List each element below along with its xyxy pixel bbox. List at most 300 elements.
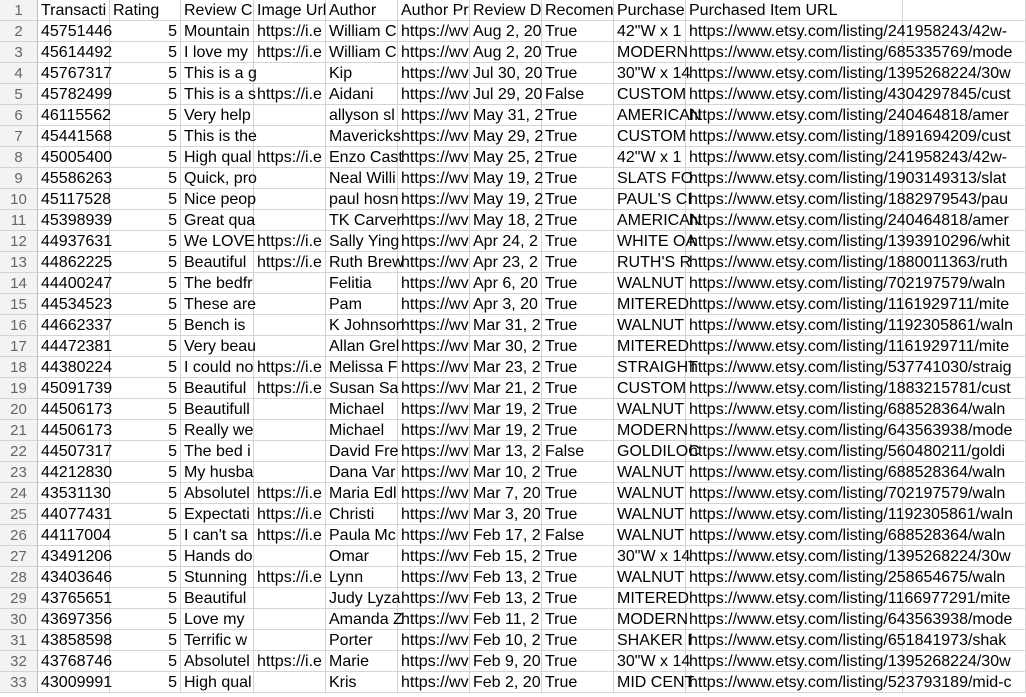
table-cell[interactable]: https://wv [398, 546, 470, 567]
table-cell[interactable]: Paula Mc [326, 525, 398, 546]
table-cell[interactable]: Ruth Brew [326, 252, 398, 273]
table-cell[interactable]: True [542, 189, 614, 210]
table-cell[interactable]: True [542, 672, 614, 693]
table-cell[interactable] [903, 252, 1026, 273]
row-number[interactable]: 11 [0, 210, 38, 231]
table-cell[interactable]: https://wv [398, 252, 470, 273]
table-cell[interactable]: 45586263 [38, 168, 110, 189]
table-cell[interactable]: 5 [110, 378, 181, 399]
column-header[interactable] [903, 0, 1026, 21]
table-cell[interactable]: https://www.etsy.com/listing/1395268224/30w [686, 63, 903, 84]
row-number[interactable]: 9 [0, 168, 38, 189]
table-cell[interactable]: True [542, 357, 614, 378]
table-cell[interactable]: Michael [326, 399, 398, 420]
table-cell[interactable]: Christi [326, 504, 398, 525]
table-cell[interactable]: True [542, 252, 614, 273]
table-cell[interactable]: Feb 13, 2 [470, 567, 542, 588]
table-cell[interactable]: CUSTOM [614, 378, 686, 399]
table-cell[interactable] [254, 609, 326, 630]
table-cell[interactable]: 5 [110, 609, 181, 630]
table-cell[interactable]: Judy Lyza [326, 588, 398, 609]
table-cell[interactable] [903, 168, 1026, 189]
column-header[interactable]: Image Url [254, 0, 326, 21]
table-cell[interactable]: https://i.e [254, 84, 326, 105]
table-cell[interactable] [903, 588, 1026, 609]
table-cell[interactable]: https://www.etsy.com/listing/688528364/waln [686, 462, 903, 483]
table-cell[interactable]: 44212830 [38, 462, 110, 483]
table-cell[interactable]: May 25, 2 [470, 147, 542, 168]
table-cell[interactable]: https://i.e [254, 378, 326, 399]
table-cell[interactable]: https://www.etsy.com/listing/688528364/waln [686, 399, 903, 420]
table-cell[interactable]: 5 [110, 84, 181, 105]
table-cell[interactable]: https://www.etsy.com/listing/1393910296/whit [686, 231, 903, 252]
table-cell[interactable]: https://www.etsy.com/listing/1192305861/waln [686, 315, 903, 336]
table-cell[interactable]: True [542, 210, 614, 231]
table-cell[interactable]: True [542, 630, 614, 651]
table-cell[interactable]: Porter [326, 630, 398, 651]
table-cell[interactable]: https://wv [398, 294, 470, 315]
table-cell[interactable]: Beautifull [181, 399, 254, 420]
table-cell[interactable]: https://wv [398, 462, 470, 483]
table-cell[interactable]: https://wv [398, 672, 470, 693]
row-number[interactable]: 24 [0, 483, 38, 504]
table-cell[interactable]: https://www.etsy.com/listing/1161929711/mite [686, 294, 903, 315]
table-cell[interactable]: https://wv [398, 315, 470, 336]
table-cell[interactable]: May 19, 2 [470, 189, 542, 210]
table-cell[interactable] [254, 420, 326, 441]
table-cell[interactable] [254, 441, 326, 462]
row-number[interactable]: 4 [0, 63, 38, 84]
table-cell[interactable]: Really we [181, 420, 254, 441]
table-cell[interactable]: Beautiful [181, 378, 254, 399]
table-cell[interactable]: Marie [326, 651, 398, 672]
table-cell[interactable]: Great qua [181, 210, 254, 231]
table-cell[interactable]: Mar 30, 2 [470, 336, 542, 357]
table-cell[interactable]: https://www.etsy.com/listing/685335769/mode [686, 42, 903, 63]
table-cell[interactable]: https://www.etsy.com/listing/1166977291/mite [686, 588, 903, 609]
row-number[interactable]: 17 [0, 336, 38, 357]
table-cell[interactable]: 5 [110, 63, 181, 84]
table-cell[interactable]: Lynn [326, 567, 398, 588]
table-cell[interactable]: WALNUT [614, 315, 686, 336]
table-cell[interactable]: I love my [181, 42, 254, 63]
table-cell[interactable]: https://wv [398, 357, 470, 378]
table-cell[interactable]: True [542, 483, 614, 504]
row-number[interactable]: 2 [0, 21, 38, 42]
table-cell[interactable]: Beautiful [181, 588, 254, 609]
table-cell[interactable] [254, 336, 326, 357]
table-cell[interactable]: https://www.etsy.com/listing/1883215781/cust [686, 378, 903, 399]
table-cell[interactable]: 5 [110, 252, 181, 273]
table-cell[interactable]: True [542, 42, 614, 63]
table-cell[interactable]: allyson sl [326, 105, 398, 126]
table-cell[interactable]: https://wv [398, 63, 470, 84]
table-cell[interactable]: Beautiful [181, 252, 254, 273]
column-header[interactable]: Review D [470, 0, 542, 21]
table-cell[interactable] [903, 294, 1026, 315]
table-cell[interactable]: Love my [181, 609, 254, 630]
row-number[interactable]: 15 [0, 294, 38, 315]
table-cell[interactable] [903, 546, 1026, 567]
table-cell[interactable] [903, 210, 1026, 231]
table-cell[interactable]: May 29, 2 [470, 126, 542, 147]
table-cell[interactable]: https://i.e [254, 651, 326, 672]
table-cell[interactable]: 43009991 [38, 672, 110, 693]
table-cell[interactable]: https://i.e [254, 42, 326, 63]
table-cell[interactable] [903, 21, 1026, 42]
row-number[interactable]: 29 [0, 588, 38, 609]
table-cell[interactable] [903, 609, 1026, 630]
column-header[interactable]: Author Pr [398, 0, 470, 21]
table-cell[interactable] [903, 462, 1026, 483]
table-cell[interactable]: High qual [181, 147, 254, 168]
table-cell[interactable]: https://wv [398, 231, 470, 252]
table-cell[interactable]: https://i.e [254, 525, 326, 546]
table-cell[interactable]: Apr 6, 20 [470, 273, 542, 294]
table-cell[interactable]: 44506173 [38, 399, 110, 420]
table-cell[interactable]: 5 [110, 588, 181, 609]
table-cell[interactable]: https://www.etsy.com/listing/688528364/waln [686, 525, 903, 546]
table-cell[interactable]: 45005400 [38, 147, 110, 168]
table-cell[interactable]: https://www.etsy.com/listing/241958243/42w- [686, 147, 903, 168]
table-cell[interactable]: True [542, 126, 614, 147]
row-number[interactable]: 20 [0, 399, 38, 420]
table-cell[interactable]: 43531130 [38, 483, 110, 504]
table-cell[interactable]: True [542, 336, 614, 357]
table-cell[interactable]: Aug 2, 20 [470, 21, 542, 42]
table-cell[interactable]: https://i.e [254, 252, 326, 273]
table-cell[interactable]: WHITE OA [614, 231, 686, 252]
table-cell[interactable]: 5 [110, 672, 181, 693]
column-header[interactable]: Recomen [542, 0, 614, 21]
table-cell[interactable]: 5 [110, 420, 181, 441]
column-header[interactable]: Author [326, 0, 398, 21]
table-cell[interactable]: True [542, 378, 614, 399]
table-cell[interactable]: https://www.etsy.com/listing/1882979543/pau [686, 189, 903, 210]
table-cell[interactable]: 43403646 [38, 567, 110, 588]
row-number[interactable]: 25 [0, 504, 38, 525]
table-cell[interactable]: Quick, pro [181, 168, 254, 189]
table-cell[interactable]: 30"W x 14 [614, 546, 686, 567]
column-header[interactable]: Review C [181, 0, 254, 21]
table-cell[interactable]: WALNUT [614, 399, 686, 420]
table-cell[interactable]: 43491206 [38, 546, 110, 567]
table-cell[interactable]: 44937631 [38, 231, 110, 252]
table-cell[interactable]: https://www.etsy.com/listing/258654675/waln [686, 567, 903, 588]
table-cell[interactable]: 45751446 [38, 21, 110, 42]
table-cell[interactable]: 5 [110, 399, 181, 420]
table-cell[interactable]: This is a g [181, 63, 254, 84]
table-cell[interactable]: Mar 19, 2 [470, 399, 542, 420]
table-cell[interactable]: https://www.etsy.com/listing/702197579/waln [686, 483, 903, 504]
table-cell[interactable] [254, 630, 326, 651]
table-cell[interactable]: 5 [110, 504, 181, 525]
table-cell[interactable]: 45767317 [38, 63, 110, 84]
table-cell[interactable] [903, 273, 1026, 294]
row-number[interactable]: 31 [0, 630, 38, 651]
table-cell[interactable]: 5 [110, 546, 181, 567]
table-cell[interactable] [903, 147, 1026, 168]
table-cell[interactable]: Sally Ying [326, 231, 398, 252]
table-cell[interactable]: https://wv [398, 588, 470, 609]
table-cell[interactable]: 5 [110, 630, 181, 651]
row-number[interactable]: 26 [0, 525, 38, 546]
table-cell[interactable] [903, 315, 1026, 336]
table-cell[interactable]: True [542, 168, 614, 189]
table-cell[interactable]: 5 [110, 126, 181, 147]
table-cell[interactable]: True [542, 504, 614, 525]
table-cell[interactable]: William C [326, 42, 398, 63]
row-number[interactable]: 32 [0, 651, 38, 672]
table-cell[interactable]: https://wv [398, 651, 470, 672]
table-cell[interactable]: https://i.e [254, 21, 326, 42]
table-cell[interactable] [903, 105, 1026, 126]
row-number[interactable]: 5 [0, 84, 38, 105]
table-cell[interactable]: Feb 15, 2 [470, 546, 542, 567]
table-cell[interactable]: 5 [110, 273, 181, 294]
row-number[interactable]: 12 [0, 231, 38, 252]
table-cell[interactable]: Hands do [181, 546, 254, 567]
table-cell[interactable]: Mar 3, 20 [470, 504, 542, 525]
table-cell[interactable]: 5 [110, 315, 181, 336]
table-cell[interactable] [903, 189, 1026, 210]
table-cell[interactable]: 5 [110, 357, 181, 378]
table-cell[interactable]: William C [326, 21, 398, 42]
table-cell[interactable]: https://www.etsy.com/listing/1161929711/mite [686, 336, 903, 357]
table-cell[interactable]: Jul 30, 20 [470, 63, 542, 84]
column-header[interactable]: Purchase [614, 0, 686, 21]
table-cell[interactable]: WALNUT [614, 504, 686, 525]
table-cell[interactable]: 5 [110, 42, 181, 63]
table-cell[interactable]: WALNUT [614, 462, 686, 483]
table-cell[interactable]: May 18, 2 [470, 210, 542, 231]
table-cell[interactable] [254, 63, 326, 84]
table-cell[interactable]: Amanda Z [326, 609, 398, 630]
table-cell[interactable]: True [542, 105, 614, 126]
column-header[interactable]: Transacti [38, 0, 110, 21]
table-cell[interactable]: https://i.e [254, 231, 326, 252]
table-cell[interactable]: May 19, 2 [470, 168, 542, 189]
table-cell[interactable]: https://www.etsy.com/listing/240464818/amer [686, 210, 903, 231]
column-header[interactable]: Rating [110, 0, 181, 21]
table-cell[interactable]: Apr 3, 20 [470, 294, 542, 315]
table-cell[interactable]: 43858598 [38, 630, 110, 651]
table-cell[interactable]: Kris [326, 672, 398, 693]
table-cell[interactable]: Mar 10, 2 [470, 462, 542, 483]
table-cell[interactable]: https://wv [398, 609, 470, 630]
table-cell[interactable]: True [542, 273, 614, 294]
row-number[interactable]: 14 [0, 273, 38, 294]
table-cell[interactable]: https://www.etsy.com/listing/4304297845/cust [686, 84, 903, 105]
table-cell[interactable]: 5 [110, 147, 181, 168]
table-cell[interactable]: https://wv [398, 105, 470, 126]
table-cell[interactable] [254, 294, 326, 315]
table-cell[interactable]: 45117528 [38, 189, 110, 210]
row-number[interactable]: 22 [0, 441, 38, 462]
table-cell[interactable]: https://wv [398, 210, 470, 231]
table-cell[interactable]: 5 [110, 336, 181, 357]
table-cell[interactable]: False [542, 441, 614, 462]
table-cell[interactable]: https://wv [398, 483, 470, 504]
table-cell[interactable]: https://www.etsy.com/listing/1395268224/30w [686, 651, 903, 672]
row-number[interactable]: 27 [0, 546, 38, 567]
row-number[interactable]: 3 [0, 42, 38, 63]
table-cell[interactable]: Terrific w [181, 630, 254, 651]
table-cell[interactable]: WALNUT [614, 273, 686, 294]
table-cell[interactable]: 45091739 [38, 378, 110, 399]
table-cell[interactable] [254, 189, 326, 210]
table-cell[interactable]: https://www.etsy.com/listing/240464818/amer [686, 105, 903, 126]
row-number[interactable]: 8 [0, 147, 38, 168]
table-cell[interactable]: 30"W x 14 [614, 63, 686, 84]
table-cell[interactable]: 43768746 [38, 651, 110, 672]
table-cell[interactable]: The bed i [181, 441, 254, 462]
table-cell[interactable]: https://www.etsy.com/listing/1903149313/slat [686, 168, 903, 189]
table-cell[interactable] [903, 630, 1026, 651]
table-cell[interactable]: Aug 2, 20 [470, 42, 542, 63]
table-cell[interactable]: The bedfr [181, 273, 254, 294]
table-cell[interactable]: 44472381 [38, 336, 110, 357]
row-number[interactable]: 30 [0, 609, 38, 630]
table-cell[interactable]: https://wv [398, 126, 470, 147]
table-cell[interactable]: Apr 23, 2 [470, 252, 542, 273]
table-cell[interactable]: Nice peop [181, 189, 254, 210]
row-number[interactable]: 21 [0, 420, 38, 441]
row-number[interactable]: 6 [0, 105, 38, 126]
table-cell[interactable]: 5 [110, 21, 181, 42]
table-cell[interactable]: True [542, 546, 614, 567]
table-cell[interactable]: https://wv [398, 567, 470, 588]
table-cell[interactable]: Aidani [326, 84, 398, 105]
table-cell[interactable]: True [542, 609, 614, 630]
table-cell[interactable] [903, 651, 1026, 672]
table-cell[interactable]: https://wv [398, 168, 470, 189]
table-cell[interactable]: 44400247 [38, 273, 110, 294]
table-cell[interactable]: Bench is [181, 315, 254, 336]
table-cell[interactable]: This is a s [181, 84, 254, 105]
table-cell[interactable]: 43697356 [38, 609, 110, 630]
table-cell[interactable] [254, 126, 326, 147]
table-cell[interactable]: Michael [326, 420, 398, 441]
table-cell[interactable]: https://wv [398, 273, 470, 294]
table-cell[interactable]: Kip [326, 63, 398, 84]
table-cell[interactable]: https://wv [398, 378, 470, 399]
table-cell[interactable] [903, 231, 1026, 252]
table-cell[interactable]: Absolutel [181, 483, 254, 504]
table-cell[interactable]: MITERED [614, 336, 686, 357]
table-cell[interactable]: Mar 23, 2 [470, 357, 542, 378]
table-cell[interactable]: Feb 13, 2 [470, 588, 542, 609]
table-cell[interactable]: True [542, 315, 614, 336]
table-cell[interactable]: These are [181, 294, 254, 315]
table-cell[interactable]: True [542, 462, 614, 483]
table-cell[interactable]: https://wv [398, 630, 470, 651]
table-cell[interactable]: Enzo Cast [326, 147, 398, 168]
table-cell[interactable]: 45441568 [38, 126, 110, 147]
table-cell[interactable]: https://i.e [254, 357, 326, 378]
table-cell[interactable] [254, 546, 326, 567]
table-cell[interactable]: Feb 9, 20 [470, 651, 542, 672]
row-number[interactable]: 19 [0, 378, 38, 399]
table-cell[interactable]: MID CENT [614, 672, 686, 693]
table-cell[interactable]: Apr 24, 2 [470, 231, 542, 252]
row-number[interactable]: 16 [0, 315, 38, 336]
table-cell[interactable]: 44662337 [38, 315, 110, 336]
table-cell[interactable]: STRAIGHT [614, 357, 686, 378]
table-cell[interactable] [903, 567, 1026, 588]
table-cell[interactable]: https://wv [398, 504, 470, 525]
table-cell[interactable]: Mar 21, 2 [470, 378, 542, 399]
table-cell[interactable]: True [542, 399, 614, 420]
table-cell[interactable]: 45614492 [38, 42, 110, 63]
table-cell[interactable] [903, 483, 1026, 504]
table-cell[interactable]: 44117004 [38, 525, 110, 546]
table-cell[interactable]: https://wv [398, 525, 470, 546]
table-cell[interactable]: MODERN [614, 42, 686, 63]
table-cell[interactable]: WALNUT [614, 567, 686, 588]
table-cell[interactable]: Omar [326, 546, 398, 567]
table-cell[interactable]: MODERN [614, 420, 686, 441]
table-cell[interactable]: 44534523 [38, 294, 110, 315]
column-header[interactable]: Purchased Item URL [686, 0, 903, 21]
table-cell[interactable]: https://i.e [254, 483, 326, 504]
table-cell[interactable]: Absolutel [181, 651, 254, 672]
table-cell[interactable]: https://i.e [254, 567, 326, 588]
table-cell[interactable]: https://wv [398, 21, 470, 42]
table-cell[interactable]: May 31, 2 [470, 105, 542, 126]
table-cell[interactable] [903, 672, 1026, 693]
table-cell[interactable]: True [542, 420, 614, 441]
table-cell[interactable]: Feb 2, 20 [470, 672, 542, 693]
table-cell[interactable]: Mountain [181, 21, 254, 42]
table-cell[interactable]: 44077431 [38, 504, 110, 525]
table-cell[interactable]: 44380224 [38, 357, 110, 378]
table-cell[interactable]: https://wv [398, 147, 470, 168]
table-cell[interactable]: 44507317 [38, 441, 110, 462]
table-cell[interactable] [254, 399, 326, 420]
row-number[interactable]: 7 [0, 126, 38, 147]
table-cell[interactable] [254, 105, 326, 126]
table-cell[interactable]: MITERED [614, 294, 686, 315]
table-cell[interactable]: David Fre [326, 441, 398, 462]
table-cell[interactable]: Mar 19, 2 [470, 420, 542, 441]
table-cell[interactable]: Maria Edl [326, 483, 398, 504]
table-cell[interactable]: 44506173 [38, 420, 110, 441]
table-cell[interactable]: https://www.etsy.com/listing/560480211/goldi [686, 441, 903, 462]
table-cell[interactable]: 42"W x 1 [614, 21, 686, 42]
table-cell[interactable]: https://www.etsy.com/listing/1880011363/ruth [686, 252, 903, 273]
table-cell[interactable]: paul hosn [326, 189, 398, 210]
row-number[interactable]: 28 [0, 567, 38, 588]
table-cell[interactable]: My husba [181, 462, 254, 483]
table-cell[interactable]: Stunning [181, 567, 254, 588]
table-cell[interactable] [903, 399, 1026, 420]
table-cell[interactable] [903, 336, 1026, 357]
table-cell[interactable]: Feb 10, 2 [470, 630, 542, 651]
table-cell[interactable]: https://www.etsy.com/listing/702197579/waln [686, 273, 903, 294]
table-cell[interactable]: 42"W x 1 [614, 147, 686, 168]
table-cell[interactable]: 5 [110, 525, 181, 546]
table-cell[interactable]: High qual [181, 672, 254, 693]
table-cell[interactable]: WALNUT [614, 525, 686, 546]
table-cell[interactable] [903, 441, 1026, 462]
table-cell[interactable]: https://wv [398, 189, 470, 210]
table-cell[interactable]: https://www.etsy.com/listing/643563938/mode [686, 609, 903, 630]
row-number[interactable]: 18 [0, 357, 38, 378]
table-cell[interactable]: 5 [110, 105, 181, 126]
table-cell[interactable]: SHAKER I [614, 630, 686, 651]
row-number[interactable]: 1 [0, 0, 38, 21]
